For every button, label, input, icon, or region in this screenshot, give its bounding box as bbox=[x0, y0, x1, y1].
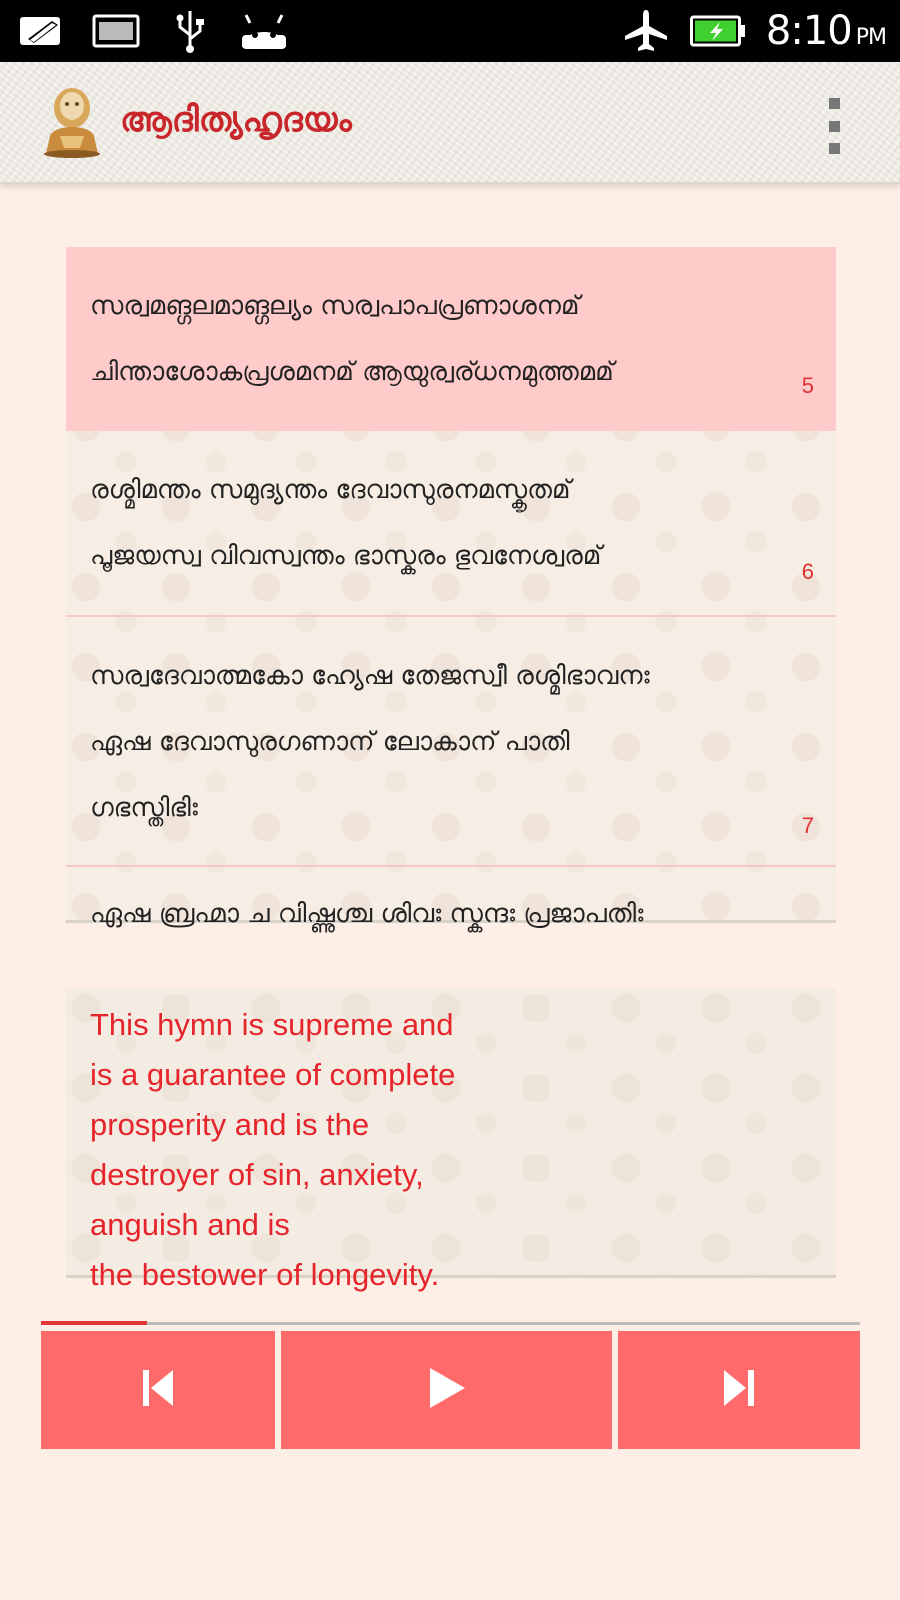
audio-progress-fill bbox=[41, 1321, 147, 1325]
status-left-icons bbox=[18, 11, 288, 51]
airplane-mode-icon bbox=[622, 11, 670, 51]
translation-line: prosperity and is the bbox=[90, 1107, 370, 1142]
android-icon bbox=[240, 11, 288, 51]
keyboard-icon bbox=[92, 11, 140, 51]
verse-line: സര്വമങ്ഗലമാങ്ഗല്യം സര്വപാപപ്രണാശനമ് bbox=[90, 291, 580, 321]
verse-line: സര്വദേവാത്മകോ ഹ്യേഷ തേജസ്വീ രശ്മിഭാവനഃ bbox=[90, 661, 650, 691]
verse-line: രശ്മിമന്തം സമുദ്യന്തം ദേവാസുരനമസ്കൃതമ് bbox=[90, 475, 571, 505]
verse-number: 7 bbox=[801, 813, 814, 838]
translation-line: anguish and is bbox=[90, 1207, 290, 1242]
app-logo-deity-icon[interactable] bbox=[40, 84, 104, 158]
previous-button[interactable] bbox=[41, 1331, 275, 1449]
translation-line: the bestower of longevity. bbox=[90, 1257, 440, 1292]
skip-previous-icon bbox=[141, 1368, 175, 1412]
play-icon bbox=[427, 1366, 467, 1414]
verse-item-5[interactable] bbox=[66, 247, 836, 431]
audio-progress-bar[interactable] bbox=[41, 1322, 860, 1325]
translation-panel[interactable] bbox=[66, 988, 836, 1292]
status-bar bbox=[0, 0, 900, 62]
verse-item-7[interactable] bbox=[66, 617, 836, 867]
translation-line: is a guarantee of complete bbox=[90, 1057, 456, 1092]
clock-ampm: PM bbox=[855, 25, 886, 50]
audio-player-controls bbox=[41, 1331, 860, 1449]
clock-time: 8:10 bbox=[765, 8, 852, 54]
verse-list[interactable] bbox=[66, 247, 836, 929]
play-button[interactable] bbox=[281, 1331, 612, 1449]
skip-next-icon bbox=[722, 1368, 756, 1412]
usb-icon bbox=[166, 11, 214, 51]
next-button[interactable] bbox=[618, 1331, 860, 1449]
edit-note-icon bbox=[18, 11, 66, 51]
verse-line: ഏഷ ദേവാസുരഗണാന് ലോകാന് പാതി bbox=[90, 727, 570, 757]
battery-charging-icon bbox=[690, 11, 746, 51]
verse-number: 5 bbox=[801, 373, 814, 398]
verse-line: ചിന്താശോകപ്രശമനമ് ആയുര്വര്ധനമുത്തമമ് bbox=[90, 357, 614, 387]
overflow-menu-icon[interactable] bbox=[822, 98, 846, 154]
action-bar bbox=[0, 62, 900, 184]
app-title: ആദിത്യഹൃദയം bbox=[120, 100, 352, 140]
verse-item-6[interactable] bbox=[66, 431, 836, 617]
verse-line: പൂജയസ്വ വിവസ്വന്തം ഭാസ്കരം ഭുവനേശ്വരമ് bbox=[90, 541, 602, 571]
translation-line: This hymn is supreme and bbox=[90, 1007, 454, 1042]
verse-line: ഏഷ ബ്രഹ്മാ ച വിഷ്ണുശ്ച ശിവഃ സ്കന്ദഃ പ്രജാപതിഃ bbox=[90, 899, 644, 929]
translation-line: destroyer of sin, anxiety, bbox=[90, 1157, 424, 1192]
translation-text bbox=[90, 1000, 530, 1300]
verse-number: 6 bbox=[801, 559, 814, 584]
status-clock bbox=[766, 8, 886, 54]
verse-line: ഗഭസ്തിഭിഃ bbox=[90, 793, 198, 823]
status-right-icons bbox=[622, 8, 886, 54]
